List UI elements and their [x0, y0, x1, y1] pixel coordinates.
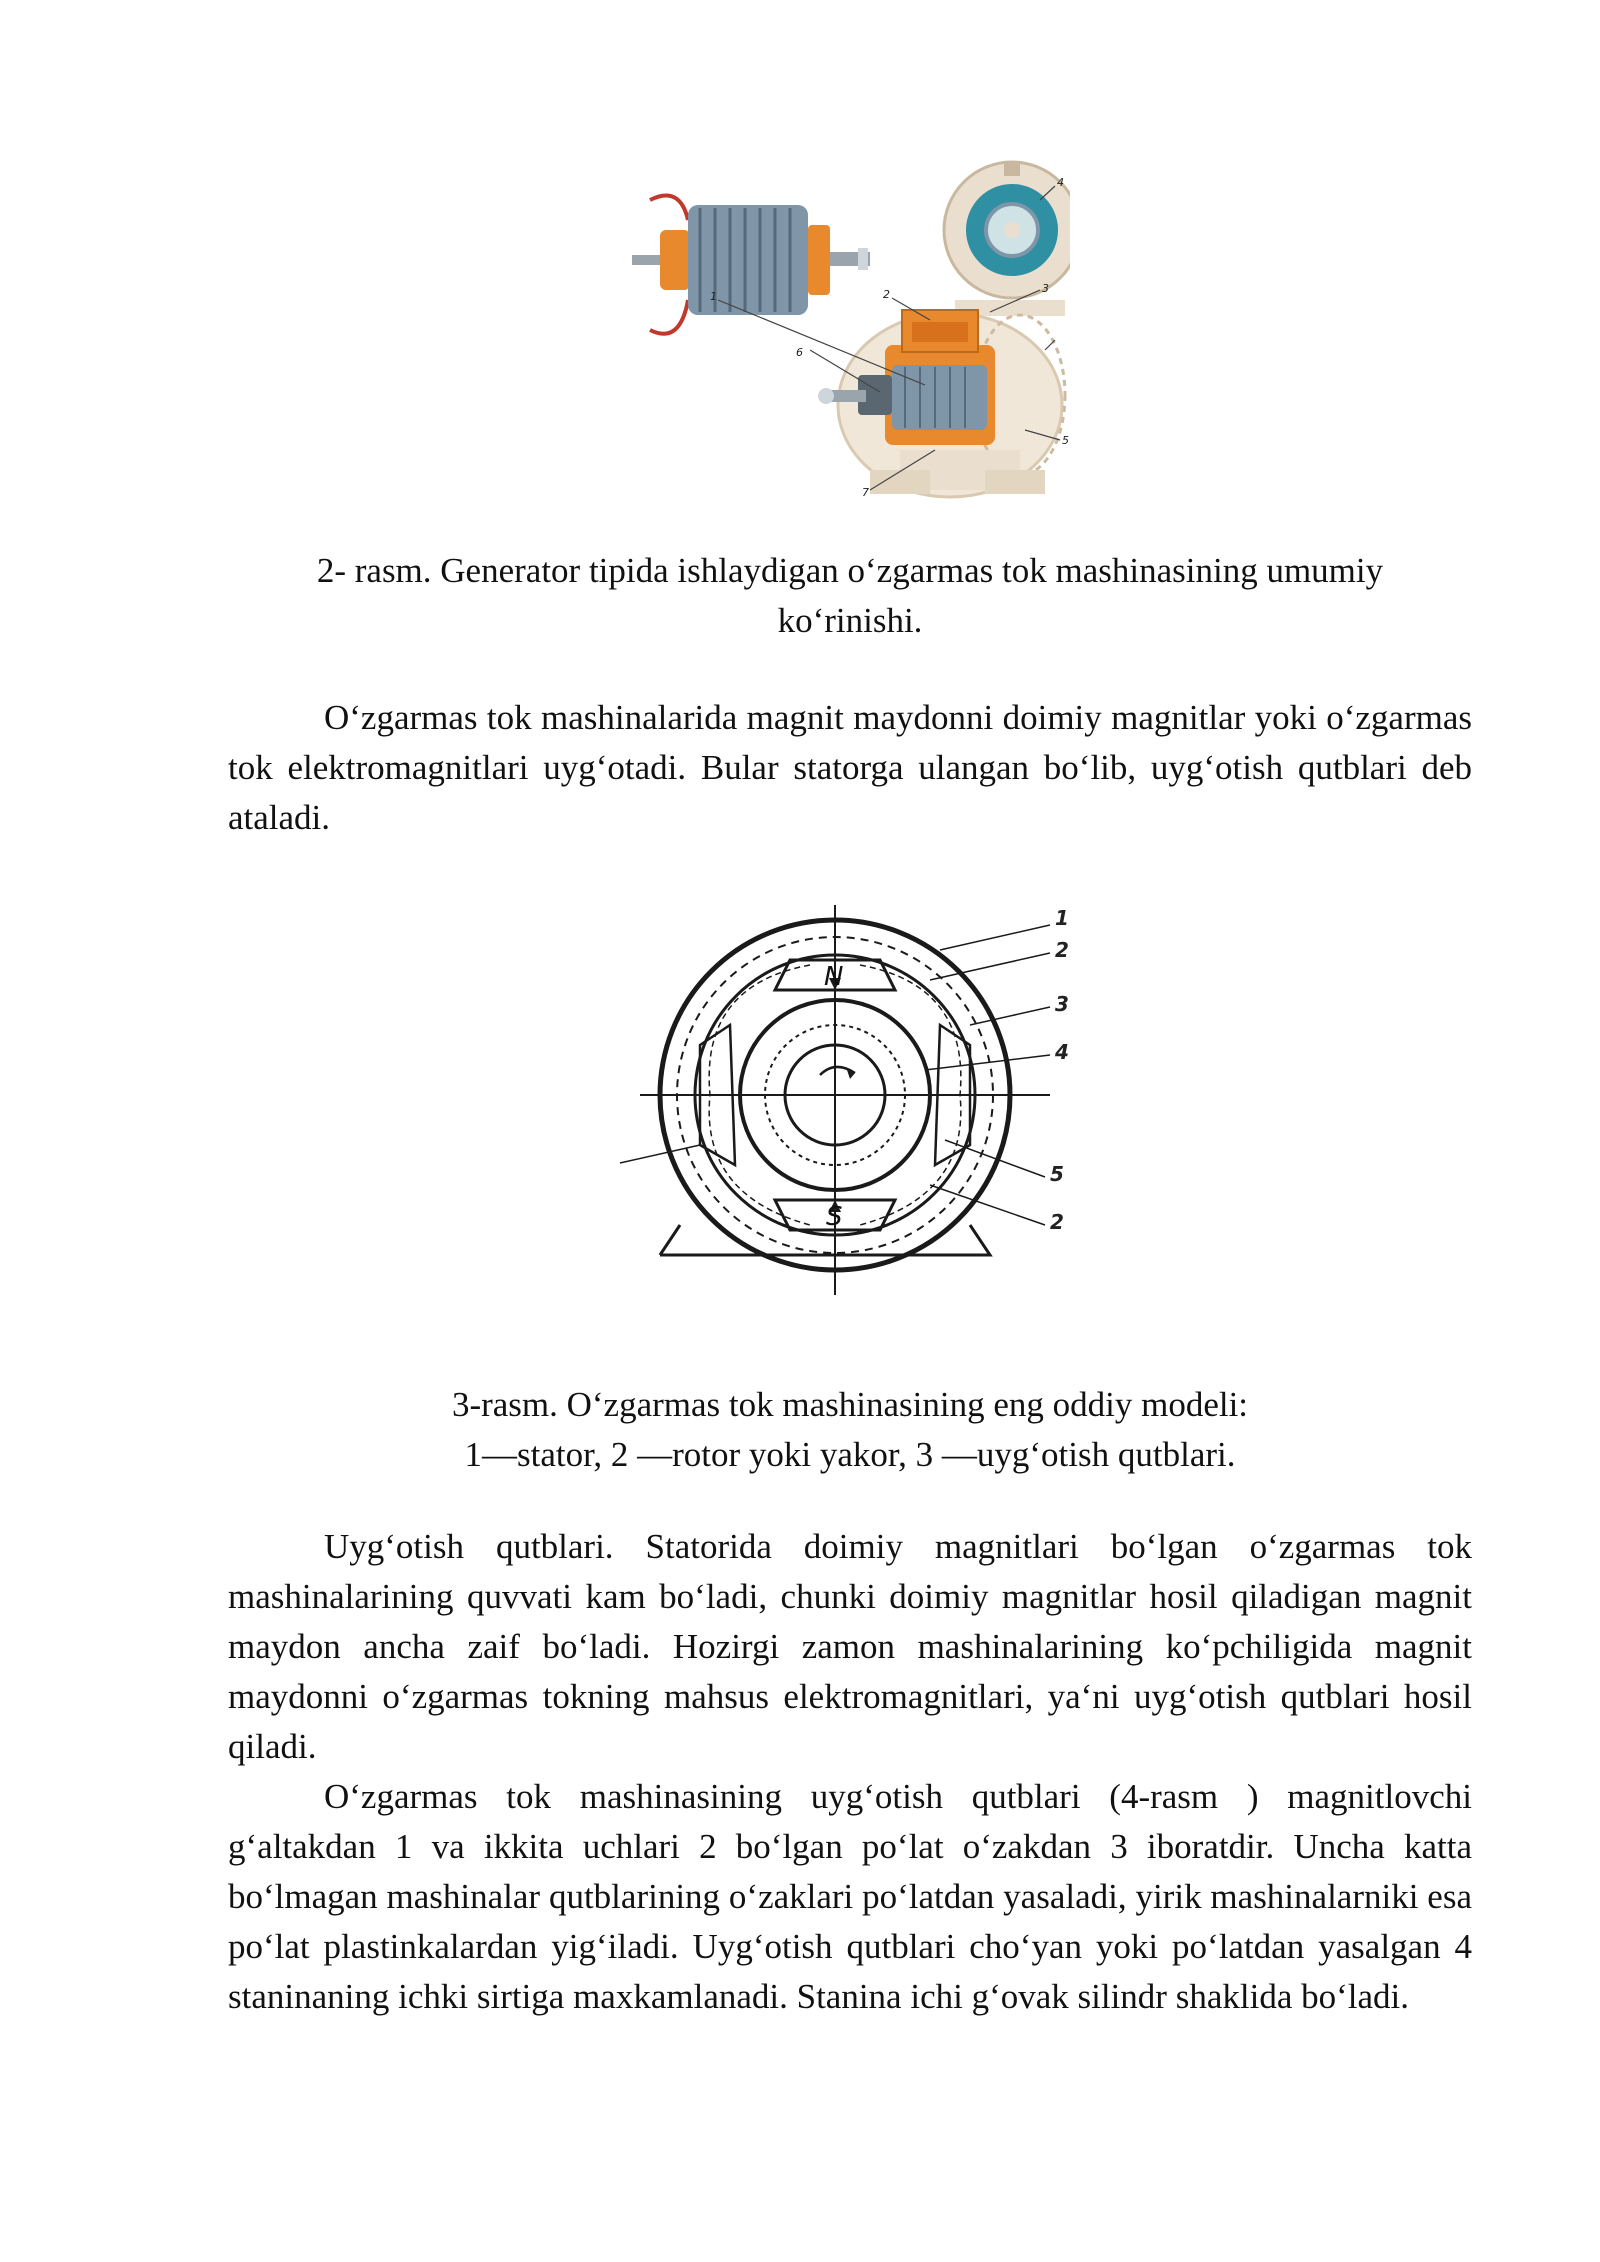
assembled-machine [818, 310, 1065, 497]
paragraph-excitation-poles [228, 1522, 1472, 2022]
callout-label: 2 [883, 288, 890, 301]
callout-label: 1 [1055, 906, 1069, 930]
callout-label: 5 [1062, 434, 1069, 447]
paragraph-text: O‘zgarmas tok mashinasining uyg‘otish qutblari (4-rasm ) magnitlovchi g‘altakdan 1 va ikkita uchlari 2 bo‘lgan po‘lat o‘zakdan 3 iboratdir. Uncha katta bo‘lmagan mashinalar qutblarining o‘zaklari po‘latdan yasaladi, yirik mashinalarniki esa po‘lat plastinkalardan yig‘iladi. Uyg‘otish qutblari cho‘yan yoki po‘latdan yasalgan 4 staninaning ichki sirtiga maxkamlanadi. Stanina ichi g‘ovak silindr shaklida bo‘ladi. [228, 1777, 1472, 2016]
end-shield-view [944, 162, 1070, 316]
paragraph-text: O‘zgarmas tok mashinalarida magnit maydonni doimiy magnitlar yoki o‘zgarmas tok elektromagnitlari uyg‘otadi. Bular statorga ulangan bo‘lib, uyg‘otish qutblari deb ataladi. [228, 698, 1472, 837]
callout-label: 1 [710, 290, 717, 303]
dc-machine-diagram [550, 895, 1100, 1315]
pole-s-label: S [826, 1202, 843, 1232]
callout-label: 6 [796, 346, 803, 359]
figure-2-caption [228, 546, 1472, 646]
callout-label: 4 [1057, 176, 1064, 189]
callout-label: 5 [1050, 1162, 1064, 1186]
callout-label: 4 [1055, 1040, 1069, 1064]
figure-3-caption [228, 1380, 1472, 1480]
caption-line: 2- rasm. Generator tipida ishlaydigan o‘zgarmas tok mashinasining umumiy [316, 551, 1384, 590]
callout-label: 3 [1055, 992, 1069, 1016]
caption-line: 3-rasm. O‘zgarmas tok mashinasining eng oddiy modeli: [451, 1385, 1249, 1424]
callout-label: 7 [862, 486, 869, 499]
paragraph-excitation-intro [228, 693, 1472, 843]
paragraph-text: Uyg‘otish qutblari. Statorida doimiy magnitlari bo‘lgan o‘zgarmas tok mashinalarining quvvati kam bo‘ladi, chunki doimiy magnitlar hosil qiladigan magnit maydon ancha zaif bo‘ladi. Hozirgi zamon mashinalarining ko‘pchiligida magnit maydonni o‘zgarmas tokning mahsus elektromagnitlari, ya‘ni uyg‘otish qutblari hosil qiladi. [228, 1527, 1472, 1766]
caption-line: ko‘rinishi. [777, 601, 923, 640]
caption-line: 1—stator, 2 —rotor yoki yakor, 3 —uyg‘otish qutblari. [464, 1435, 1236, 1474]
callout-label: 3 [1042, 282, 1049, 295]
pole-n-label: N [824, 962, 844, 992]
generator-illustration [630, 160, 1070, 500]
callout-label: 2 [1050, 1210, 1064, 1234]
callout-label: 2 [1055, 938, 1069, 962]
